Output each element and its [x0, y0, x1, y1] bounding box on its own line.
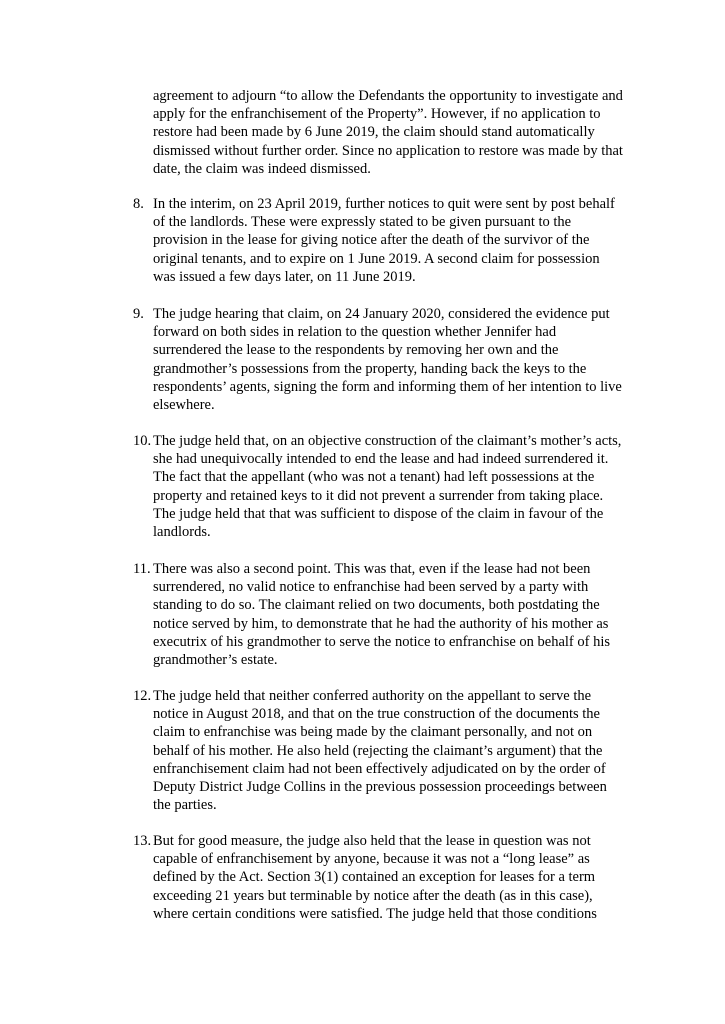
paragraph-text: But for good measure, the judge also held that the lease in question was not capable of enfranchisement by anyone, because it was not a “long lease” as defined by the Act. Section 3(1) contained an exception for leases for a term exceeding 21 years but terminable by notice after the death (as in this case), where certain conditions were satisfied. The judge held that those conditions	[153, 833, 597, 922]
paragraph-number: 9.	[133, 306, 144, 322]
continuation-paragraph: agreement to adjourn “to allow the Defendants the opportunity to investigate and apply for the enfranchisement of the Property”. However, if no application to restore had been made by 6 June 2019, the claim should stand automatically dismissed without further order. Since no application to restore was made by that date, the claim was indeed dismissed.	[153, 88, 623, 177]
paragraph-8	[133, 195, 623, 286]
paragraph-13	[133, 832, 623, 923]
paragraph-12	[133, 687, 623, 814]
paragraph-text: In the interim, on 23 April 2019, further notices to quit were sent by post behalf of the landlords. These were expressly stated to be given pursuant to the provision in the lease for giving notice after the death of the survivor of the original tenants, and to expire on 1 June 2019. A second claim for possession was issued a few days later, on 11 June 2019.	[153, 196, 615, 285]
paragraph-number: 8.	[133, 196, 144, 212]
paragraph-11	[133, 560, 623, 669]
paragraph-number: 13.	[133, 833, 152, 849]
paragraph-number: 12.	[133, 688, 152, 704]
paragraph-number: 11.	[133, 561, 151, 577]
paragraph-text: The judge held that, on an objective construction of the claimant’s mother’s acts, she had unequivocally intended to end the lease and had indeed surrendered it. The fact that the appellant (who was not a tenant) had left possessions at the property and retained keys to it did not prevent a surrender from taking place. The judge held that that was sufficient to dispose of the claim in favour of the landlords.	[153, 433, 622, 541]
paragraph-text: There was also a second point. This was that, even if the lease had not been surrendered, no valid notice to enfranchise had been served by a party with standing to do so. The claimant relied on two documents, both postdating the notice served by him, to demonstrate that he had the authority of his mother as executrix of his grandmother to serve the notice to enfranchise on behalf of his grandmother’s estate.	[153, 561, 610, 669]
paragraph-text: The judge hearing that claim, on 24 January 2020, considered the evidence put forward on both sides in relation to the question whether Jennifer had surrendered the lease to the respondents by removing her own and the grandmother’s possessions from the property, handing back the keys to the respondents’ agents, signing the form and informing them of her intention to live elsewhere.	[153, 306, 622, 414]
paragraph-text: The judge held that neither conferred authority on the appellant to serve the notice in August 2018, and that on the true construction of the documents the claim to enfranchise was being made by the claimant personally, and not on behalf of his mother. He also held (rejecting the claimant’s argument) that the enfranchisement claim had not been effectively adjudicated on by the order of Deputy District Judge Collins in the previous possession proceedings between the parties.	[153, 688, 607, 814]
paragraph-10	[133, 432, 623, 541]
paragraph-number: 10.	[133, 433, 152, 449]
paragraph-9	[133, 305, 623, 414]
